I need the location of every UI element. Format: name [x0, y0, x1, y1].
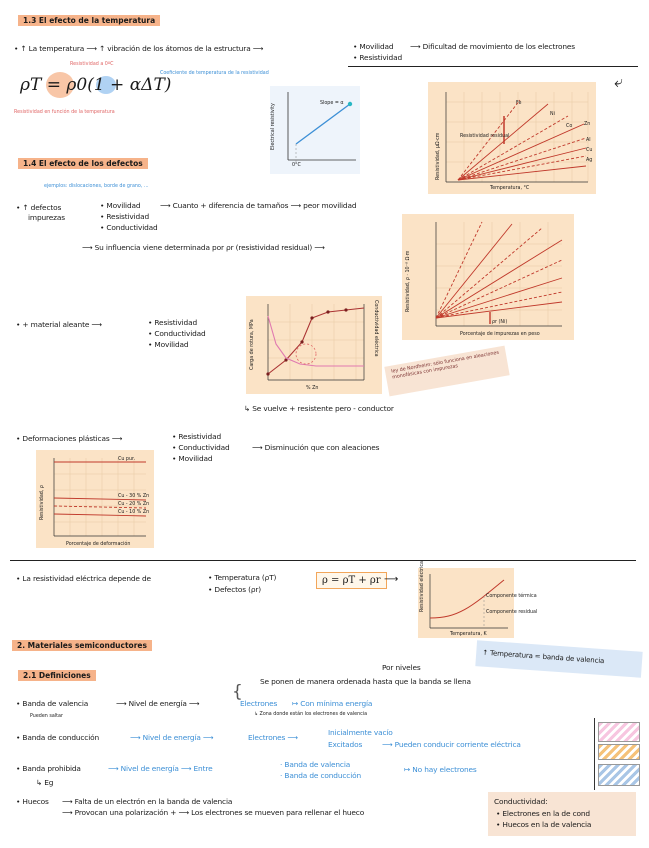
conduction-band-label: • Banda de conducción: [16, 733, 100, 742]
temperature-note-card: [475, 640, 642, 678]
valence-sub: Pueden saltar: [30, 714, 63, 719]
forbidden-band-label: • Banda prohibida: [16, 764, 81, 773]
alloy-result: ↳ Se vuelve + resistente pero - conductor: [244, 404, 394, 413]
holes-definition: ⟶ Falta de un electrón en la banda de valencia: [62, 797, 233, 806]
plastic-lead: • Deformaciones plásticas ⟶: [16, 434, 123, 443]
plot2-series-cu: Cu: [586, 148, 593, 153]
valence-electrons-result: ↦ Con mínima energía: [292, 699, 373, 708]
plot2-series-al: Al: [586, 138, 591, 143]
annotation-rhoT: Resistividad en función de la temperatura: [14, 110, 115, 115]
plot5-xlabel: Porcentaje de deformación: [66, 542, 131, 547]
section-1-3-title: 1.3 El efecto de la temperatura: [18, 15, 160, 26]
forbidden-valence: · Banda de valencia: [280, 760, 351, 769]
plot5-series-10zn: Cu - 10 % Zn: [118, 510, 150, 515]
divider: [348, 66, 638, 67]
section-2-1-title: 2.1 Definiciones: [18, 670, 96, 681]
annotation-alpha: Coeficiente de temperatura de la resistividad: [160, 71, 269, 76]
defects-mobility-result: ⟶ Cuanto + diferencia de tamaños ⟶ peor movilidad: [160, 201, 357, 210]
temp-item-resistivity: • Resistividad: [353, 53, 403, 62]
conduction-electrons: Electrones ⟶: [248, 733, 298, 742]
total-item-temperature: • Temperatura (ρT): [208, 573, 277, 582]
temp-line1: • ↑ La temperatura ⟶ ↑ vibración de los átomos de la estructura ⟶: [14, 44, 264, 53]
plot2-series-ni: Ni: [550, 112, 555, 117]
plot2-note: Resistividad residual: [460, 134, 510, 139]
arrow-icon: ⟶: [384, 574, 399, 585]
conductivity-card: [488, 792, 636, 836]
plot5-series-30zn: Cu - 30 % Zn: [118, 494, 150, 499]
annotation-rho0: Resistividad a 0ºC: [70, 62, 114, 67]
plot1-slope-label: Slope = α: [320, 101, 344, 106]
section-1-4-title: 1.4 El efecto de los defectos: [18, 158, 148, 169]
divider: [10, 560, 636, 561]
curved-arrow-icon: ⤶: [614, 72, 623, 91]
total-formula-box: ρ = ρT + ρr: [316, 572, 387, 589]
temp-item-mobility: • Movilidad: [353, 42, 394, 51]
plot6-xlabel: Temperatura, K: [450, 632, 487, 637]
temperature-note-text: ↑ Temperatura = banda de valencia: [481, 648, 605, 666]
valence-band-swatch: [598, 764, 640, 786]
temperature-formula: ρT = ρ0(1 + αΔT): [20, 75, 172, 95]
impurity-resistivity-plot: [402, 214, 574, 340]
brace-icon: {: [232, 682, 243, 702]
forbidden-band-sub: ↳ Eg: [36, 778, 54, 787]
plot2-series-co: Co: [566, 124, 573, 129]
alloy-item-resistivity: • Resistividad: [148, 318, 198, 327]
valence-level: ⟶ Nivel de energía ⟶: [116, 699, 200, 708]
conduction-excited: Excitados: [328, 740, 363, 749]
plot5-series-20zn: Cu - 20 % Zn: [118, 502, 150, 507]
plot1-xlabel: 0°C: [292, 163, 301, 168]
temp-mobility-result: ⟶ Dificultad de movimiento de los electrones: [410, 42, 575, 51]
plastic-item-conductivity: • Conductividad: [172, 443, 230, 452]
forbidden-conduction: · Banda de conducción: [280, 771, 362, 780]
por-niveles: Por niveles: [382, 663, 421, 672]
plot2-series-ag: Ag: [586, 158, 593, 163]
se-ponen: Se ponen de manera ordenada hasta que la banda se llena: [260, 677, 471, 686]
resistivity-vs-temp-plot: [270, 86, 360, 174]
zinc-alloy-plot: [246, 296, 382, 394]
conductivity-electrons: • Electrones en la de cond: [496, 809, 590, 818]
alloy-lead: • + material aleante ⟶: [16, 320, 102, 329]
deformation-plot: [36, 450, 154, 548]
plot5-series-cu: Cu pur.: [118, 457, 136, 462]
plot4-y2label: Conductividad eléctrica: [373, 300, 378, 357]
total-item-defects: • Defectos (ρr): [208, 585, 262, 594]
defects-item-mobility: • Movilidad: [100, 201, 141, 210]
forbidden-band-swatch: [598, 744, 640, 760]
valence-zone: ↳ Zona donde están los electrones de valencia: [254, 712, 368, 717]
conductivity-title: Conductividad:: [494, 797, 548, 806]
forbidden-level: ⟶ Nivel de energía ⟶ Entre: [108, 764, 213, 773]
plastic-item-mobility: • Movilidad: [172, 454, 213, 463]
plot3-ylabel: Resistividad, ρ · 10⁻⁸ Ω·m: [406, 250, 411, 312]
band-divider: [594, 718, 595, 790]
total-resistivity-plot: [418, 568, 514, 638]
plot3-residual-label: ρr (Ni): [492, 320, 508, 325]
forbidden-result: ↦ No hay electrones: [404, 765, 477, 774]
valence-band-label: • Banda de valencia: [16, 699, 89, 708]
plot4-xlabel: % Zn: [306, 386, 319, 391]
plot6-annotation-residual: Componente residual: [486, 610, 538, 615]
holes-polarization: ⟶ Provocan una polarización + ⟶ Los electrones se mueven para rellenar el hueco: [62, 808, 365, 817]
plastic-item-resistivity: • Resistividad: [172, 432, 222, 441]
defects-lead: • ↑ defectos: [16, 203, 62, 212]
plot4-ylabel: Carga de rotura, MPa: [250, 319, 255, 370]
plot6-annotation-thermal: Componente térmica: [486, 594, 537, 599]
total-lead: • La resistividad eléctrica depende de: [16, 574, 151, 583]
conduction-initially-empty: Inicialmente vacío: [328, 728, 393, 737]
conduction-band-swatch: [598, 722, 640, 742]
plot1-ylabel: Electrical resistivity: [271, 103, 276, 150]
plastic-conductivity-result: ⟶ Disminución que con aleaciones: [252, 443, 380, 452]
metal-resistivity-plot: [428, 82, 596, 194]
plot2-series-zn: Zn: [584, 122, 591, 127]
alloy-item-conductivity: • Conductividad: [148, 329, 206, 338]
nordheim-note-card: [384, 346, 509, 397]
section-2-title: 2. Materiales semiconductores: [12, 640, 152, 651]
conductivity-holes: • Huecos en la de valencia: [496, 820, 592, 829]
plot3-xlabel: Porcentaje de impurezas en peso: [460, 332, 540, 337]
conduction-excited-result: ⟶ Pueden conducir corriente eléctrica: [382, 740, 521, 749]
defects-item-conductivity: • Conductividad: [100, 223, 158, 232]
plot6-ylabel: Resistividad eléctrica: [420, 561, 425, 612]
defects-influence: ⟶ Su influencia viene determinada por ρr (resistividad residual) ⟶: [82, 243, 325, 252]
alloy-item-mobility: • Movilidad: [148, 340, 189, 349]
plot2-ylabel: Resistividad, μΩ·cm: [436, 132, 441, 180]
defects-lead-impurities: impurezas: [28, 213, 65, 222]
defects-item-resistivity: • Resistividad: [100, 212, 150, 221]
defects-examples-note: ejemplos: dislocaciones, borde de grano, ...: [44, 184, 149, 189]
plot2-series-fe: Fe: [516, 101, 522, 106]
valence-electrons: Electrones: [240, 699, 278, 708]
plot5-ylabel: Resistividad, ρ: [40, 485, 45, 520]
plot2-xlabel: Temperatura, °C: [490, 186, 530, 191]
conduction-level: ⟶ Nivel de energía ⟶: [130, 733, 214, 742]
holes-label: • Huecos: [16, 797, 49, 806]
nordheim-note-text: ley de Nordheim: sólo funciona en aleaciones monofásicas con impurezas: [390, 350, 500, 381]
